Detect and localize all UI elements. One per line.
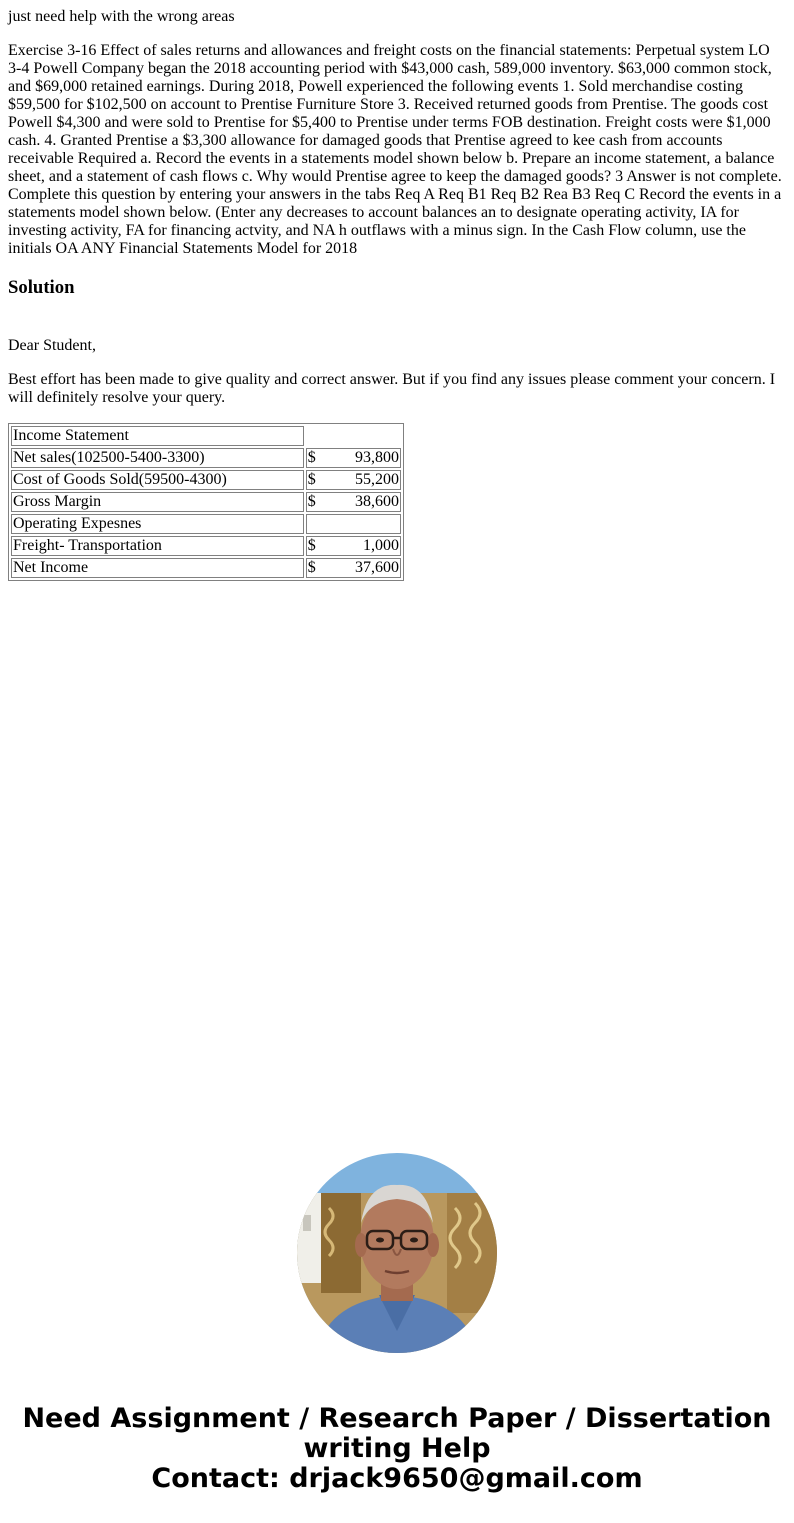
- row-label: Freight- Transportation: [11, 536, 304, 556]
- row-label: Net Income: [11, 558, 304, 578]
- table-row: [11, 514, 401, 534]
- greeting-text: Dear Student,: [8, 337, 96, 354]
- row-amount-cell: [306, 492, 401, 512]
- row-label: Net sales(102500-5400-3300): [11, 448, 304, 468]
- row-amount-cell: [306, 558, 401, 578]
- income-statement-table: [8, 423, 404, 581]
- author-avatar: [297, 1153, 497, 1353]
- question-body: Exercise 3-16 Effect of sales returns and allowances and freight costs on the financial statements: Perpetual system LO 3-4 Powell Company began the 2018 accounting period with $43,000 cash, 589,000 inventory. $63,000 common stock, and $69,000 retained earnings. During 2018, Powell experienced the following events 1. Sold merchandise costing $59,500 for $102,500 on account to Prentise Furniture Store 3. Received returned goods from Prentise. The goods cost Powell $4,300 and were sold to Prentise for $5,400 to Prentise under terms FOB destination. Freight costs were $1,000 cash. 4. Granted Prentise a $3,300 allowance for damaged goods that Prentise agreed to kee cash from accounts receivable Required a. Record the events in a statements model shown below b. Prepare an income statement, a balance sheet, and a statement of cash flows c. Why would Prentise agree to keep the damaged goods? 3 Answer is not complete. Complete this question by entering your answers in the tabs Req A Req B1 Req B2 Rea B3 Req C Record the events in a statements model shown below. (Enter any decreases to account balances an to designate operating activity, IA for investing activity, FA for financing actvity, and NA h outflaws with a minus sign. In the Cash Flow column, use the initials OA ANY Financial Statements Model for 2018: [8, 42, 782, 257]
- banner-contact-email: Contact: drjack9650@gmail.com: [151, 1463, 643, 1494]
- table-row: [11, 536, 401, 556]
- contact-banner: [0, 1404, 794, 1494]
- author-portrait-image: [297, 1153, 497, 1353]
- amount-value: 93,800: [355, 449, 399, 466]
- table-row: [11, 470, 401, 490]
- amount-value: 55,200: [355, 471, 399, 488]
- row-amount-cell: [306, 514, 401, 534]
- banner-line-2: writing Help: [303, 1433, 491, 1464]
- table-row: [11, 448, 401, 468]
- question-intro: just need help with the wrong areas: [8, 8, 235, 25]
- table-row: [11, 426, 401, 446]
- spacer: [8, 299, 786, 317]
- best-effort-note: Best effort has been made to give quality and correct answer. But if you find any issues please comment your concern. I will definitely resolve your query.: [8, 371, 776, 406]
- table-row: [11, 558, 401, 578]
- currency-symbol: $: [307, 449, 316, 466]
- row-label: Cost of Goods Sold(59500-4300): [11, 470, 304, 490]
- banner-line-1: Need Assignment / Research Paper / Dissertation: [22, 1403, 772, 1434]
- row-amount-cell: [306, 470, 401, 490]
- currency-symbol: $: [307, 471, 316, 488]
- empty-cell: [306, 426, 401, 446]
- amount-value: 38,600: [355, 493, 399, 510]
- table-title-cell: Income Statement: [11, 426, 304, 446]
- row-amount-cell: [306, 448, 401, 468]
- currency-symbol: $: [307, 493, 316, 510]
- currency-symbol: $: [307, 559, 316, 576]
- row-amount-cell: [306, 536, 401, 556]
- amount-value: 1,000: [363, 537, 399, 554]
- solution-heading: Solution: [8, 277, 75, 298]
- amount-value: 37,600: [355, 559, 399, 576]
- currency-symbol: $: [307, 537, 316, 554]
- row-label: Gross Margin: [11, 492, 304, 512]
- table-row: [11, 492, 401, 512]
- row-label: Operating Expesnes: [11, 514, 304, 534]
- page-content: [8, 0, 786, 581]
